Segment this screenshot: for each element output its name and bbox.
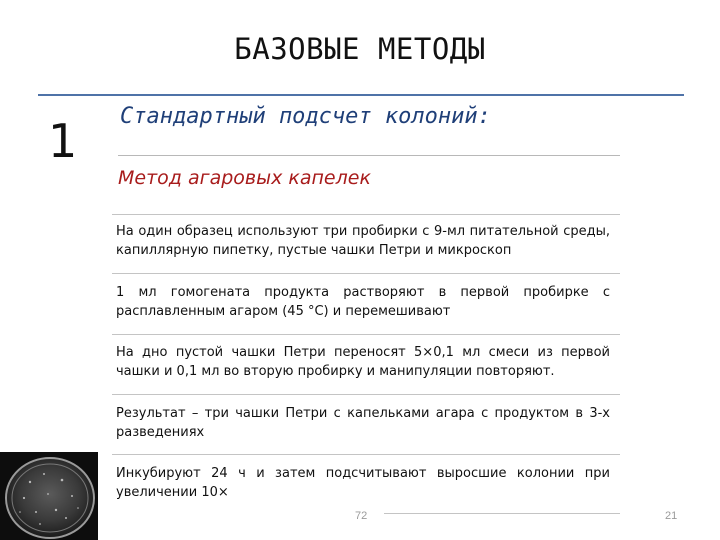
subtitle: Стандартный подсчет колоний: (120, 104, 491, 129)
footer-center-number: 72 (355, 510, 368, 522)
title-divider (38, 94, 684, 96)
subtitle-divider (118, 155, 620, 156)
row-divider (112, 334, 620, 335)
method-name: Метод агаровых капелек (118, 167, 371, 189)
row-divider (112, 273, 620, 274)
slide-title: БАЗОВЫЕ МЕТОДЫ (234, 32, 486, 66)
paragraph-result: Результат – три чашки Петри с капельками агара с продуктом в 3-х разведениях (116, 406, 610, 440)
page-number: 21 (665, 510, 678, 522)
paragraph-equipment: На один образец используют три пробирки с 9-мл питательной среды, капиллярную пипетку, пустые чашки Петри и микроскоп (116, 224, 610, 258)
section-number: 1 (48, 114, 78, 168)
row-divider (384, 513, 620, 514)
paragraph-incubation: Инкубируют 24 ч и затем подсчитывают выросшие колонии при увеличении 10× (116, 466, 610, 500)
paragraph-transfer: На дно пустой чашки Петри переносят 5×0,1 мл смеси из первой чашки и 0,1 мл во вторую пробирку и манипуляции повторяют. (116, 345, 610, 379)
row-divider (112, 454, 620, 455)
paragraph-dissolve: 1 мл гомогената продукта растворяют в первой пробирке с расплавленным агаром (45 °С) и перемешивают (116, 285, 610, 319)
row-divider (112, 214, 620, 215)
petri-dish-photo (0, 452, 98, 540)
row-divider (112, 394, 620, 395)
